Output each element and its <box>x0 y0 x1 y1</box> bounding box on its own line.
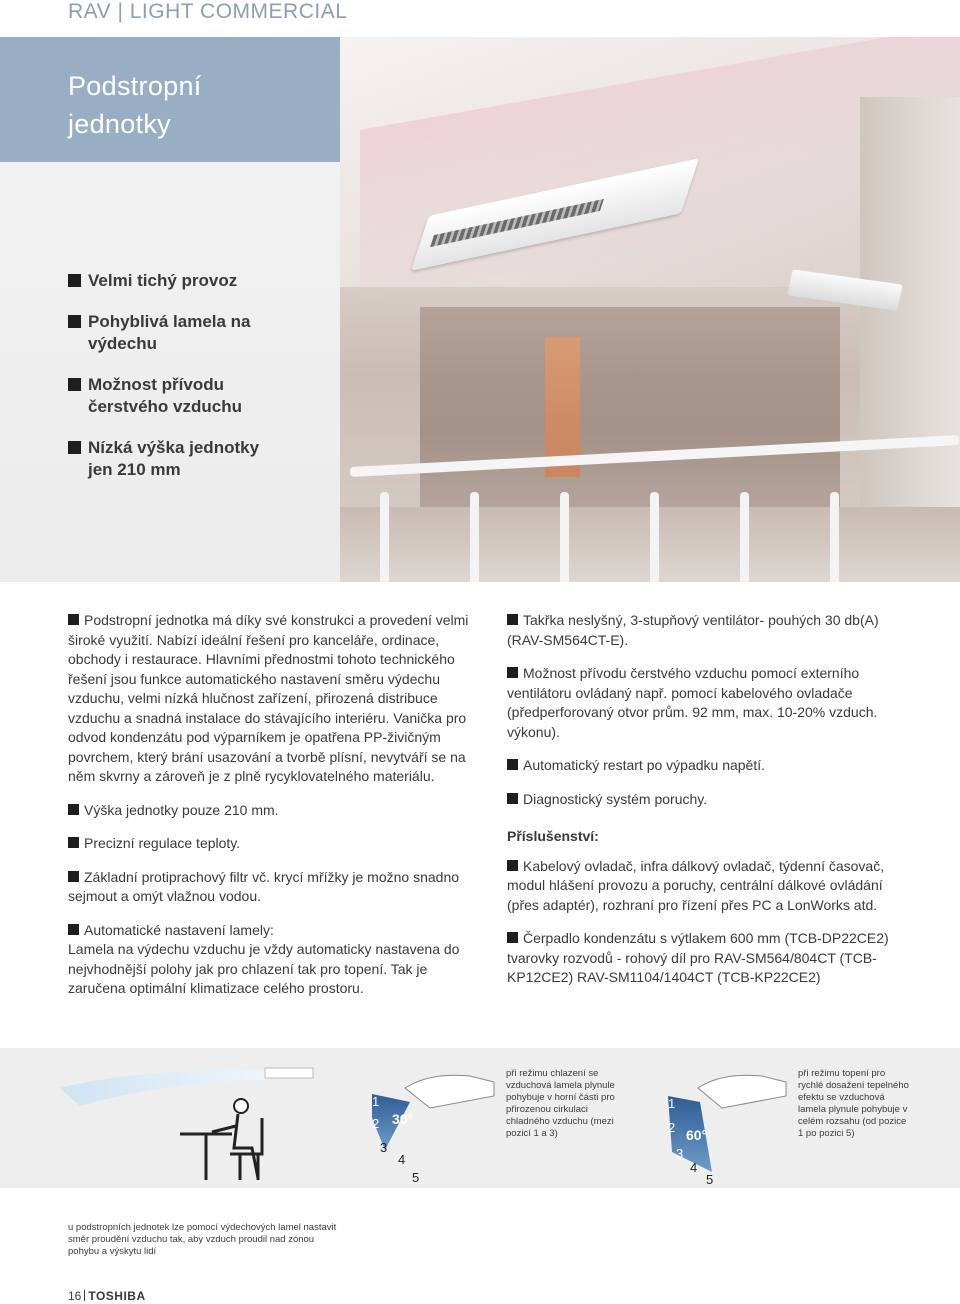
airflow-stream <box>60 1069 300 1106</box>
unit-outline <box>698 1075 786 1108</box>
louver-text: Lamela na výdechu vzduchu je vždy automaticky nastavena do nejvhodnější polohy jak pro chlazení tak pro topení. Tak je zaručena optimální klimatizace celého prostoru. <box>68 941 460 996</box>
feature-text: výdechu <box>88 334 157 353</box>
feature-text: Možnost přívodu <box>88 375 224 394</box>
page-footer <box>68 1289 146 1303</box>
position-label: 4 <box>398 1152 406 1167</box>
bullet-paragraph <box>507 790 907 810</box>
bullet-paragraph <box>68 921 478 999</box>
position-label: 2 <box>668 1120 676 1135</box>
heating-caption: při režimu topení pro rychlé dosažení tepelného efektu se vzduchová lamela plynule pohybuje v celém rozsahu (od pozice 1 po pozici 5) <box>798 1068 909 1139</box>
feature-panel <box>0 162 340 582</box>
left-text-column <box>68 611 478 1013</box>
heat-angle-label: 60° <box>686 1127 708 1143</box>
heading-line: Podstropní <box>68 71 202 101</box>
bullet-square-icon <box>507 860 518 871</box>
bullet-paragraph <box>68 834 478 854</box>
heating-louver-diagram <box>668 1075 786 1187</box>
height-text: Výška jednotky pouze 210 mm. <box>84 801 279 818</box>
precise-text: Precizní regulace teploty. <box>84 835 241 851</box>
section-title: RAV | LIGHT COMMERCIAL <box>68 0 348 23</box>
accessories-heading: Příslušenství: <box>507 828 599 844</box>
diagram-caption: u podstropních jednotek lze pomocí výdechových lamel nastavit směr proudění vzduchu tak, aby vzduch proudil nad zónou pohybu a výskytu lidí <box>68 1222 337 1257</box>
bullet-square-icon <box>68 804 79 815</box>
feature-item <box>68 437 328 481</box>
position-label: 3 <box>380 1140 388 1155</box>
position-label: 1 <box>668 1096 676 1111</box>
feature-text: Pohyblivá lamela na <box>88 312 251 331</box>
cooling-louver-diagram <box>372 1075 494 1185</box>
bullet-square-icon <box>507 793 518 804</box>
intro-paragraph <box>68 611 478 787</box>
brand-name: TOSHIBA <box>88 1289 146 1303</box>
bullet-square-icon <box>507 614 518 625</box>
position-label: 2 <box>372 1116 380 1131</box>
bullet-square-icon <box>507 759 518 770</box>
room-scene <box>60 1068 313 1180</box>
heading-line: jednotky <box>68 109 171 139</box>
diagnostic-text: Diagnostický systém poruchy. <box>523 790 708 807</box>
page-number: 16 <box>68 1289 82 1303</box>
louver-title: Automatické nastavení lamely: <box>84 921 274 938</box>
filter-text: Základní protiprachový filtr vč. krycí mřížky je možno snadno sejmout a omýt vlažnou vodou. <box>68 868 460 904</box>
footer-divider <box>84 1290 85 1301</box>
person-head <box>234 1099 248 1113</box>
feature-item <box>68 311 328 355</box>
controllers-text: Kabelový ovladač, infra dálkový ovladač, týdenní časovač, modul hlášení provozu a poruchy, centrální dálkové ovládání (přes adaptér), rozhraní pro řízení přes PC a LonWorks atd. <box>507 857 885 913</box>
person-arm <box>212 1126 236 1132</box>
feature-text: jen 210 mm <box>88 460 181 479</box>
position-label: 3 <box>676 1146 684 1161</box>
bullet-paragraph <box>68 801 478 821</box>
feature-text: Nízká výška jednotky <box>88 438 260 457</box>
position-label: 5 <box>412 1170 420 1185</box>
bullet-paragraph <box>507 664 907 742</box>
person-body <box>234 1114 258 1178</box>
restart-text: Automatický restart po výpadku napětí. <box>523 757 766 773</box>
bullet-paragraph <box>507 611 907 650</box>
fresh-air-text: Možnost přívodu čerstvého vzduchu pomocí externího ventilátoru ovládaný např. pomocí kabelového ovladače (předperforovaný otvor prům. 92 mm, max. 10-20% vzduch. výkonu). <box>507 665 878 740</box>
feature-text: čerstvého vzduchu <box>88 397 242 416</box>
bullet-square-icon <box>68 924 79 935</box>
feature-item <box>68 270 328 292</box>
bullet-paragraph <box>507 857 907 916</box>
cooling-caption: při režimu chlazení se vzduchová lamela plynule pohybuje v horní části pro přirozenou cirkulaci chladného vzduchu (mezi pozicí 1 a 3) <box>506 1068 615 1139</box>
bullet-square-icon <box>507 667 518 678</box>
unit-outline <box>405 1075 494 1108</box>
feature-list <box>68 270 328 500</box>
header-bar <box>0 0 960 26</box>
title-box <box>0 37 340 162</box>
cool-angle-label: 30° <box>392 1111 414 1127</box>
bullet-square-icon <box>68 871 79 882</box>
bullet-paragraph <box>68 868 478 907</box>
position-label: 1 <box>372 1094 380 1109</box>
position-label: 5 <box>706 1172 714 1187</box>
fan-text: Takřka neslyšný, 3-stupňový ventilátor- pouhých 30 db(A) (RAV-SM564CT-E). <box>507 612 879 648</box>
pump-text: Čerpadlo kondenzátu s výtlakem 600 mm (TCB-DP22CE2) tvarovky rozvodů - rohový díl pro RAV-SM564/804CT (TCB-KP12CE2) RAV-SM1104/1404CT (TCB-KP22CE2) <box>507 930 889 985</box>
railing-post <box>380 492 389 582</box>
bullet-paragraph <box>507 929 907 988</box>
railing-post <box>560 492 569 582</box>
feature-item <box>68 374 328 418</box>
feature-text: Velmi tichý provoz <box>88 271 238 290</box>
position-label: 4 <box>690 1160 698 1175</box>
railing-post <box>470 492 479 582</box>
ceiling-unit <box>265 1068 313 1078</box>
page-heading <box>68 67 202 143</box>
intro-text: Podstropní jednotka má díky své konstrukci a provedení velmi široké využití. Nabízí ideální řešení pro kanceláře, ordinace, obchody i restaurace. Hlavními přednostmi tohoto technického řešení jsou funkce automatického nastavení směru výdechu vzduchu, velmi nízká hlučnost zařízení, přirozená distribuce vzduchu a snadná instalace do stávajícího interiéru. Vanička pro odvod kondenzátu pod výparníkem je opatřena PP-živičným povrchem, který brání usazování a tvorbě plísní, nevytváří se na něm skvrny a zároveň je z plně rycyklovatelného materiálu. <box>68 612 469 784</box>
bullet-square-icon <box>507 932 518 943</box>
railing-post <box>830 492 839 582</box>
right-text-column <box>507 611 907 1002</box>
railing-post <box>650 492 659 582</box>
railing-post <box>740 492 749 582</box>
bullet-paragraph <box>507 756 907 776</box>
bullet-square-icon <box>68 837 79 848</box>
bullet-square-icon <box>68 614 79 625</box>
